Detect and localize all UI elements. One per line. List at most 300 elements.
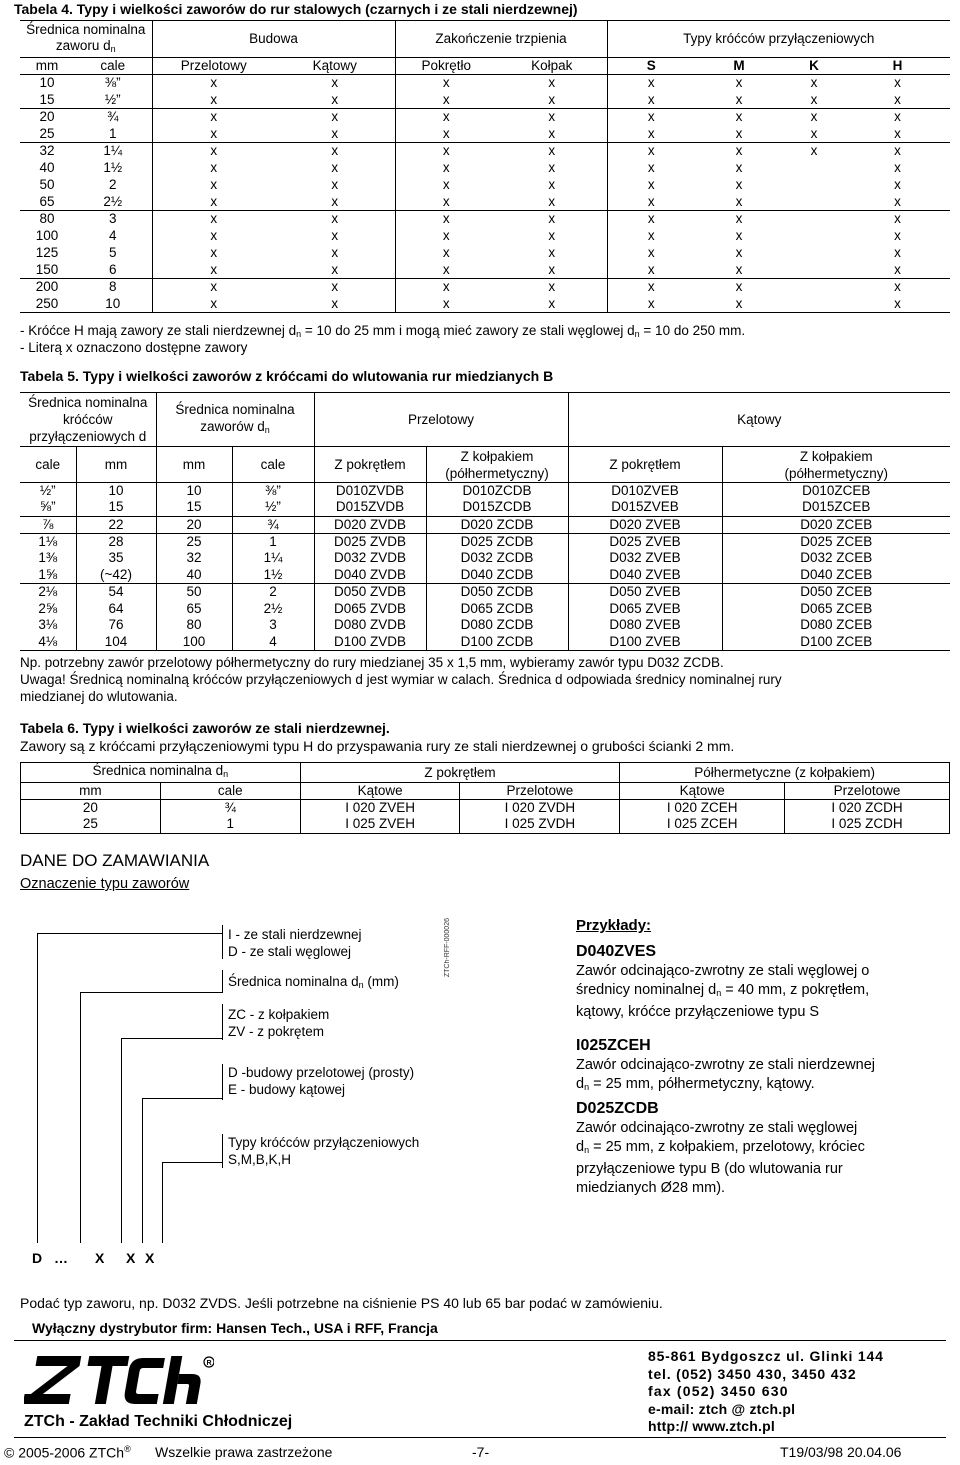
table4-row [20, 245, 950, 262]
table4-cell: 65 [20, 194, 74, 211]
code-d: D [32, 1250, 43, 1266]
table4-col-4: Pokrętło [395, 58, 497, 75]
table5-cell: D080 ZCDB [426, 617, 568, 634]
table5-cell: 40 [156, 567, 232, 584]
table4-col-8: K [783, 58, 845, 75]
legend-diameter: Średnica nominalna $d_n$ (mm) [228, 974, 399, 990]
table4-cell: x [497, 177, 607, 194]
table4-cell: x [442, 279, 450, 295]
table4-header-dn [20, 21, 152, 58]
legend-material-d: D - ze stali węglowej [228, 944, 352, 959]
table4-row [20, 75, 950, 92]
table5-cell: D032 ZCEB [800, 550, 873, 566]
table4-header-budowa: Budowa [152, 21, 395, 58]
table4-cell: x [695, 92, 783, 109]
table5-cell: 1⅝ [20, 567, 76, 584]
table4-cell [783, 228, 845, 245]
table4-col-9: H [845, 58, 950, 75]
table5-header-d-l1: Średnica nominalna [28, 395, 148, 410]
table4-row [20, 143, 950, 160]
table5-cell: D010ZCEB [802, 483, 871, 499]
table5-cell: ½” [20, 483, 76, 500]
table4-cell: x [210, 160, 218, 175]
table5-cell: D040 ZCDB [426, 567, 568, 584]
table4-cell: x [607, 92, 695, 109]
contact-email[interactable]: e-mail: ztch @ ztch.pl [648, 1400, 796, 1417]
table4-cell: x [395, 296, 497, 313]
example3-line1: Zawór odcinająco-zwrotny ze stali węglowej [576, 1120, 858, 1136]
table6-col-mm: mm [21, 783, 161, 800]
table5-col-mm: mm [76, 447, 156, 483]
table5-header-przelotowy: Przelotowy [314, 393, 568, 447]
example3-code: D025ZCDB [576, 1100, 659, 1117]
table5-col-cale2: cale [232, 447, 314, 483]
table4-cell: x [845, 296, 950, 313]
table4-cell: x [607, 194, 695, 211]
table4-cell: x [210, 279, 218, 295]
table4-col-3: Kątowy [275, 58, 395, 75]
table6-cell: I 025 ZVEH [300, 816, 460, 833]
bracket-line-1 [37, 933, 38, 1243]
table5-cell: 28 [76, 533, 156, 550]
table4-cell: x [735, 279, 743, 295]
bracket-line-5v [222, 1134, 223, 1168]
table4-row [20, 211, 950, 228]
table5-cell: D100 ZVEB [568, 634, 722, 651]
table5-cell: 1 [232, 533, 314, 550]
bracket-line-3h [121, 1038, 223, 1039]
table4-cell: x [894, 211, 901, 227]
table4-cell: x [395, 262, 497, 279]
table4-cell: x [695, 194, 783, 211]
table4-header-zakonczenie: Zakończenie trzpienia [395, 21, 607, 58]
table5-row [20, 516, 950, 533]
table5-cell: 100 [156, 634, 232, 651]
table6-cell: I 020 ZVDH [460, 800, 620, 817]
table4-cell: x [894, 143, 901, 159]
table6-cell: I 025 ZCEH [620, 816, 785, 833]
table4-cell: 1 [74, 126, 152, 143]
table4-cell: x [894, 109, 901, 125]
table4-cell: x [735, 177, 743, 192]
table4-cell: x [210, 143, 218, 159]
table4-cell: x [275, 194, 395, 211]
table4-cell: x [894, 160, 901, 175]
table6-header-polhermetyczne: Półhermetyczne (z kołpakiem) [620, 763, 950, 783]
bracket-line-4v [222, 1064, 223, 1100]
table4-col-5: Kołpak [497, 58, 607, 75]
table5-cell: D050 ZVEB [568, 583, 722, 600]
table5-title: Tabela 5. Typy i wielkości zaworów z króćcami do wlutowania rur miedzianych B [20, 368, 554, 384]
table4-cell: x [210, 75, 218, 91]
table5-cell: 25 [156, 533, 232, 550]
table4-cell: x [210, 245, 218, 260]
table4-row [20, 279, 950, 296]
order-heading: DANE DO ZAMAWIANIA [20, 851, 210, 870]
bracket-line-2h [80, 992, 223, 993]
order-note: Podać typ zaworu, np. D032 ZVDS. Jeśli potrzebne na ciśnienie PS 40 lub 65 bar podać w zamówieniu. [20, 1295, 663, 1311]
table5-row [20, 499, 950, 516]
table4-cell: x [695, 126, 783, 143]
table6 [20, 762, 950, 834]
table5-row [20, 550, 950, 567]
table5-cell: 32 [156, 550, 232, 567]
table5-cell: D020 ZCEB [722, 516, 950, 533]
table4-cell [783, 160, 845, 177]
table5-cell: D010ZVEB [568, 483, 722, 500]
table4-cell: 80 [39, 211, 55, 227]
legend-body-d: D -budowy przelotowej (prosty) [228, 1065, 415, 1080]
table4-cell: x [275, 75, 395, 92]
table5-col-kolpak2-l2: (półhermetyczny) [784, 465, 889, 481]
table4-cell: 5 [74, 245, 152, 262]
table5-cell: D025 ZCDB [426, 533, 568, 550]
distributor-note: Wyłączny dystrybutor firm: Hansen Tech., USA i RFF, Francja [32, 1320, 438, 1336]
table4-cell: ½” [74, 92, 152, 109]
table6-cell: I 025 ZVDH [460, 816, 620, 833]
example3-text [576, 1119, 946, 1198]
table4-cell: x [845, 262, 950, 279]
table4-cell: x [607, 296, 695, 313]
table5-cell: 10 [76, 483, 156, 500]
table5-cell: ¾ [232, 516, 314, 533]
table4-cell: x [442, 75, 450, 91]
table4-cell: x [442, 160, 450, 175]
table5-cell: D080 ZCEB [800, 617, 873, 633]
example1-text [576, 962, 946, 1022]
table4-cell: 15 [20, 92, 74, 109]
table4-cell: x [152, 126, 275, 143]
bracket-line-4h [142, 1098, 223, 1099]
table5-cell: D065 ZCEB [800, 600, 873, 616]
table4-header-dn-l1: Średnica nominalna [26, 22, 146, 37]
contact-address: 85-861 Bydgoszcz ul. Glinki 144 [648, 1348, 884, 1364]
table4-note-2: - Literą x oznaczono dostępne zawory [20, 340, 248, 355]
table6-col-przelotowe: Przelotowe [460, 783, 620, 800]
contact-fax: fax (052) 3450 630 [648, 1383, 789, 1399]
table4-note-1: - Króćce H mają zawory ze stali nierdzewnej $d_n = 10$ do 25 mm i mogą mieć zawory ze stali węglowej $d_n = 10$ do 250 mm. [20, 323, 746, 339]
table4-cell: 1¼ [74, 143, 152, 160]
legend-connection-l2: S,M,B,K,H [228, 1152, 292, 1167]
legend-body-e: E - budowy kątowej [228, 1082, 346, 1097]
table4-row [20, 228, 950, 245]
table6-header-pokretlo: Z pokrętłem [300, 763, 620, 783]
table4-cell: 8 [74, 279, 152, 296]
table5-cell: 76 [76, 617, 156, 634]
table4-cell: x [275, 160, 395, 177]
table4-cell: x [210, 228, 218, 243]
example1-line1: Zawór odcinająco-zwrotny ze stali węglowej o [576, 963, 870, 979]
table4-cell [783, 245, 845, 262]
table5-col-kolpak2-l1: Z kołpakiem [799, 448, 873, 464]
table5-cell: 2⅝ [20, 600, 76, 617]
table6-col-katowe2: Kątowe [620, 783, 785, 800]
table4-cell: x [497, 245, 607, 262]
table4-row [20, 109, 950, 126]
table4-cell: x [810, 143, 818, 159]
vertical-doc-code: ZTCh-RFF-000026 [444, 918, 451, 978]
table4-header-typy: Typy króćców przyłączeniowych [607, 21, 950, 58]
table5-header-dn-l2: zaworów $d_n$ [200, 418, 270, 435]
table4-cell: x [442, 143, 450, 159]
svg-text:R: R [206, 1360, 212, 1367]
table4-cell [783, 262, 845, 279]
table4-cell: x [152, 262, 275, 279]
table5-cell: D050 ZCEB [800, 584, 873, 600]
legend-material [228, 926, 362, 960]
bracket-line-1v [222, 925, 223, 959]
table5-note-1: Np. potrzebny zawór przelotowy półhermetyczny do rury miedzianej 35 x 1,5 mm, wybieramy zawór typu D032 ZCDB. [20, 655, 724, 670]
table6-cell: I 025 ZCDH [785, 816, 950, 833]
table5-cell: 15 [76, 499, 156, 516]
contact-website[interactable]: http:// www.ztch.pl [648, 1418, 775, 1434]
rights-text: Wszelkie prawa zastrzeżone [155, 1444, 333, 1460]
page-number: -7- [472, 1444, 490, 1460]
bracket-line-5h [162, 1162, 223, 1163]
table4-cell: x [442, 177, 450, 192]
table4-cell: 20 [39, 109, 55, 125]
table5-cell: 2½ [232, 600, 314, 617]
table5-cell: 1¼ [232, 550, 314, 567]
table6-col-cale: cale [160, 783, 300, 800]
table4-cell: 25 [20, 126, 74, 143]
table4-cell [783, 194, 845, 211]
table5-col-cale: cale [20, 447, 76, 483]
table6-cell: 25 [21, 816, 161, 833]
table4-cell: 125 [35, 245, 59, 260]
table5-row [20, 567, 950, 584]
table5-cell: D015ZCEB [722, 499, 950, 516]
table5-cell: D065 ZVEB [568, 600, 722, 617]
table4-cell: x [735, 228, 743, 243]
table4-cell: x [647, 245, 655, 260]
table5-cell: 35 [76, 550, 156, 567]
table5-cell: D010ZVDB [314, 483, 426, 500]
table4-cell: x [275, 279, 395, 296]
table5-cell: D100 ZCEB [722, 634, 950, 651]
code-x-3: X [145, 1250, 155, 1266]
code-x-1: X [95, 1250, 105, 1266]
table5-cell: D025 ZVEB [568, 533, 722, 550]
table5-cell: D080 ZVDB [314, 617, 426, 634]
table5-cell: D100 ZVDB [314, 634, 426, 651]
table4-cell: 50 [39, 177, 55, 192]
table5-cell: 2⅛ [20, 583, 76, 600]
bracket-line-2v [222, 970, 223, 992]
table5-cell: D025 ZCEB [800, 533, 873, 549]
table4-cell: x [695, 262, 783, 279]
table4-cell: x [894, 75, 901, 91]
table4-cell: x [647, 143, 655, 159]
table4-cell: x [210, 109, 218, 125]
contact-phone: tel. (052) 3450 430, 3450 432 [648, 1365, 857, 1382]
copyright-icon: © [4, 1444, 15, 1461]
table4-cell: x [442, 109, 450, 125]
legend-connection-l1: Typy króćców przyłączeniowych [228, 1135, 420, 1150]
example3-line3: przyłączeniowe typu B (do wlutowania rur [576, 1161, 843, 1177]
copyright-text: 2005-2006 ZTCh [18, 1444, 125, 1461]
table5-cell: 4 [232, 634, 314, 651]
table4-cell: x [497, 75, 607, 92]
table5-cell: 15 [156, 499, 232, 516]
table5-cell: 4⅛ [20, 634, 76, 651]
table4-cell: x [275, 126, 395, 143]
table4-cell [783, 177, 845, 194]
table5-header-d-l3: przyłączeniowych d [29, 429, 147, 444]
table4-cell: x [275, 92, 395, 109]
table4-cell: x [894, 177, 901, 192]
table4-cell: x [647, 228, 655, 243]
table5-cell: ⅜” [232, 483, 314, 500]
example3-line2: $d_n = 25$ mm, z kołpakiem, przelotowy, króciec [576, 1139, 865, 1155]
table5-cell: 64 [76, 600, 156, 617]
table6-row [21, 816, 950, 833]
table5-cell: 3 [232, 617, 314, 634]
table4-col-6: S [607, 58, 695, 75]
table5-cell: ½” [232, 499, 314, 516]
table4-cell: 3 [74, 211, 152, 228]
table4-cell: x [783, 92, 845, 109]
table5-note-3: miedzianej do wlutowania. [20, 689, 178, 704]
table4-cell: x [275, 211, 395, 228]
table5-cell: D040 ZVEB [568, 567, 722, 584]
table5-header-katowy: Kątowy [568, 393, 950, 447]
table4-cell: x [497, 262, 607, 279]
table5-header-d [20, 393, 156, 447]
table5-cell: 3⅛ [20, 617, 76, 634]
table5-row [20, 600, 950, 617]
table5-cell: 50 [156, 583, 232, 600]
table5-cell: ⅞ [20, 516, 76, 533]
table4-cell: 2½ [74, 194, 152, 211]
table4-header-dn-l2: zaworu $d_n$ [55, 38, 116, 54]
table4-cell: x [783, 126, 845, 143]
example1-line2: średnicy nominalnej $d_n = 40$ mm, z pokrętłem, [576, 982, 870, 998]
table5-cell: 80 [156, 617, 232, 634]
table4-cell: x [810, 109, 818, 125]
bracket-line-1h [37, 933, 223, 934]
table4-cell: 100 [35, 228, 59, 243]
table4-cell: 200 [35, 279, 59, 295]
table6-header-dn: Średnica nominalna $d_n$ [21, 763, 301, 783]
table4-row [20, 160, 950, 177]
table4-cell: x [735, 245, 743, 260]
table4-cell: 10 [74, 296, 152, 313]
table6-title: Tabela 6. Typy i wielkości zaworów ze stali nierdzewnej. [20, 720, 390, 736]
table6-col-katowe: Kątowe [300, 783, 460, 800]
table4-cell: 2 [74, 177, 152, 194]
table4-cell: ¾ [74, 109, 152, 126]
table4-cell: x [497, 126, 607, 143]
table4-cell: x [607, 126, 695, 143]
table4-row [20, 194, 950, 211]
code-x-2: X [126, 1250, 136, 1266]
table4-cell: x [275, 296, 395, 313]
table4-cell: 40 [39, 160, 55, 175]
table5-cell: D032 ZCDB [426, 550, 568, 567]
table4-cell: 10 [39, 75, 55, 91]
table4-cell: x [607, 262, 695, 279]
table4-cell: x [735, 211, 743, 227]
table5-cell: 22 [76, 516, 156, 533]
table6-cell: I 020 ZCEH [620, 800, 785, 817]
table4-title: Tabela 4. Typy i wielkości zaworów do rur stalowych (czarnych i ze stali nierdzewnej) [14, 1, 578, 17]
table5-header-d-l2: króćców [62, 412, 113, 427]
table4-row [20, 296, 950, 313]
table6-cell: 1 [160, 816, 300, 833]
table4-cell: x [497, 160, 607, 177]
table5-cell: D065 ZCDB [426, 600, 568, 617]
table5-cell: D050 ZCDB [426, 583, 568, 600]
table5-col-kolpak [426, 447, 568, 483]
table4-cell: x [894, 279, 901, 295]
table6-col-przelotowe2: Przelotowe [785, 783, 950, 800]
example2-text [576, 1056, 946, 1097]
table4-cell: x [647, 160, 655, 175]
table5-cell: 65 [156, 600, 232, 617]
table4-cell: x [735, 109, 743, 125]
table4-cell: x [275, 262, 395, 279]
table4-cell: 4 [74, 228, 152, 245]
order-subheading: Oznaczenie typu zaworów [20, 876, 190, 892]
table5-note-2: Uwaga! Średnicą nominalną króćców przyłączeniowych d jest wymiar w calach. Średnica d odpowiada średnicy nominalnej rury [20, 672, 782, 687]
table4-cell: x [647, 109, 655, 125]
table5-cell: D080 ZVEB [568, 617, 722, 634]
table6-cell: I 020 ZVEH [300, 800, 460, 817]
table5-row [20, 634, 950, 651]
table4-cell: x [845, 92, 950, 109]
table4-cell: x [497, 109, 607, 126]
table4-row [20, 262, 950, 279]
table5-row [20, 483, 950, 500]
table5-header-dn-l1: Średnica nominalna [175, 401, 295, 417]
table4-row [20, 92, 950, 109]
ztch-logo [24, 1352, 214, 1408]
table4-cell: x [894, 228, 901, 243]
table5-cell: D032 ZVDB [314, 550, 426, 567]
table5-cell: D065 ZVDB [314, 600, 426, 617]
legend-connection [228, 1134, 419, 1168]
table6-row [21, 800, 950, 817]
table5-col-pokretlo2: Z pokrętłem [568, 447, 722, 483]
legend-stem-zc: ZC - z kołpakiem [228, 1007, 330, 1022]
legend-body [228, 1064, 414, 1098]
table4-cell: x [497, 143, 607, 160]
table5-cell: (~42) [76, 567, 156, 584]
contact-block [648, 1348, 884, 1436]
table4-cell: x [442, 245, 450, 260]
table4-cell: x [442, 228, 450, 243]
table4-cell: x [647, 177, 655, 192]
table5-cell: 10 [156, 483, 232, 500]
table4-cell: x [497, 211, 607, 228]
table4-cell: x [810, 75, 818, 91]
table4-cell: x [735, 160, 743, 175]
table4-row [20, 126, 950, 143]
table4-cell: x [845, 126, 950, 143]
table4-cell: 250 [20, 296, 74, 313]
footer-divider-top [14, 1340, 946, 1341]
table4-cell: x [395, 194, 497, 211]
table5-cell: D015ZVDB [314, 499, 426, 516]
table5-col-mm2: mm [156, 447, 232, 483]
table4-cell: x [497, 92, 607, 109]
table4-col-0: mm [20, 58, 74, 75]
table5-col-kolpak-l1: Z kołpakiem [460, 448, 534, 464]
table5-cell: D040 ZCEB [722, 567, 950, 584]
bracket-line-2 [80, 992, 81, 1243]
copyright [4, 1444, 131, 1461]
